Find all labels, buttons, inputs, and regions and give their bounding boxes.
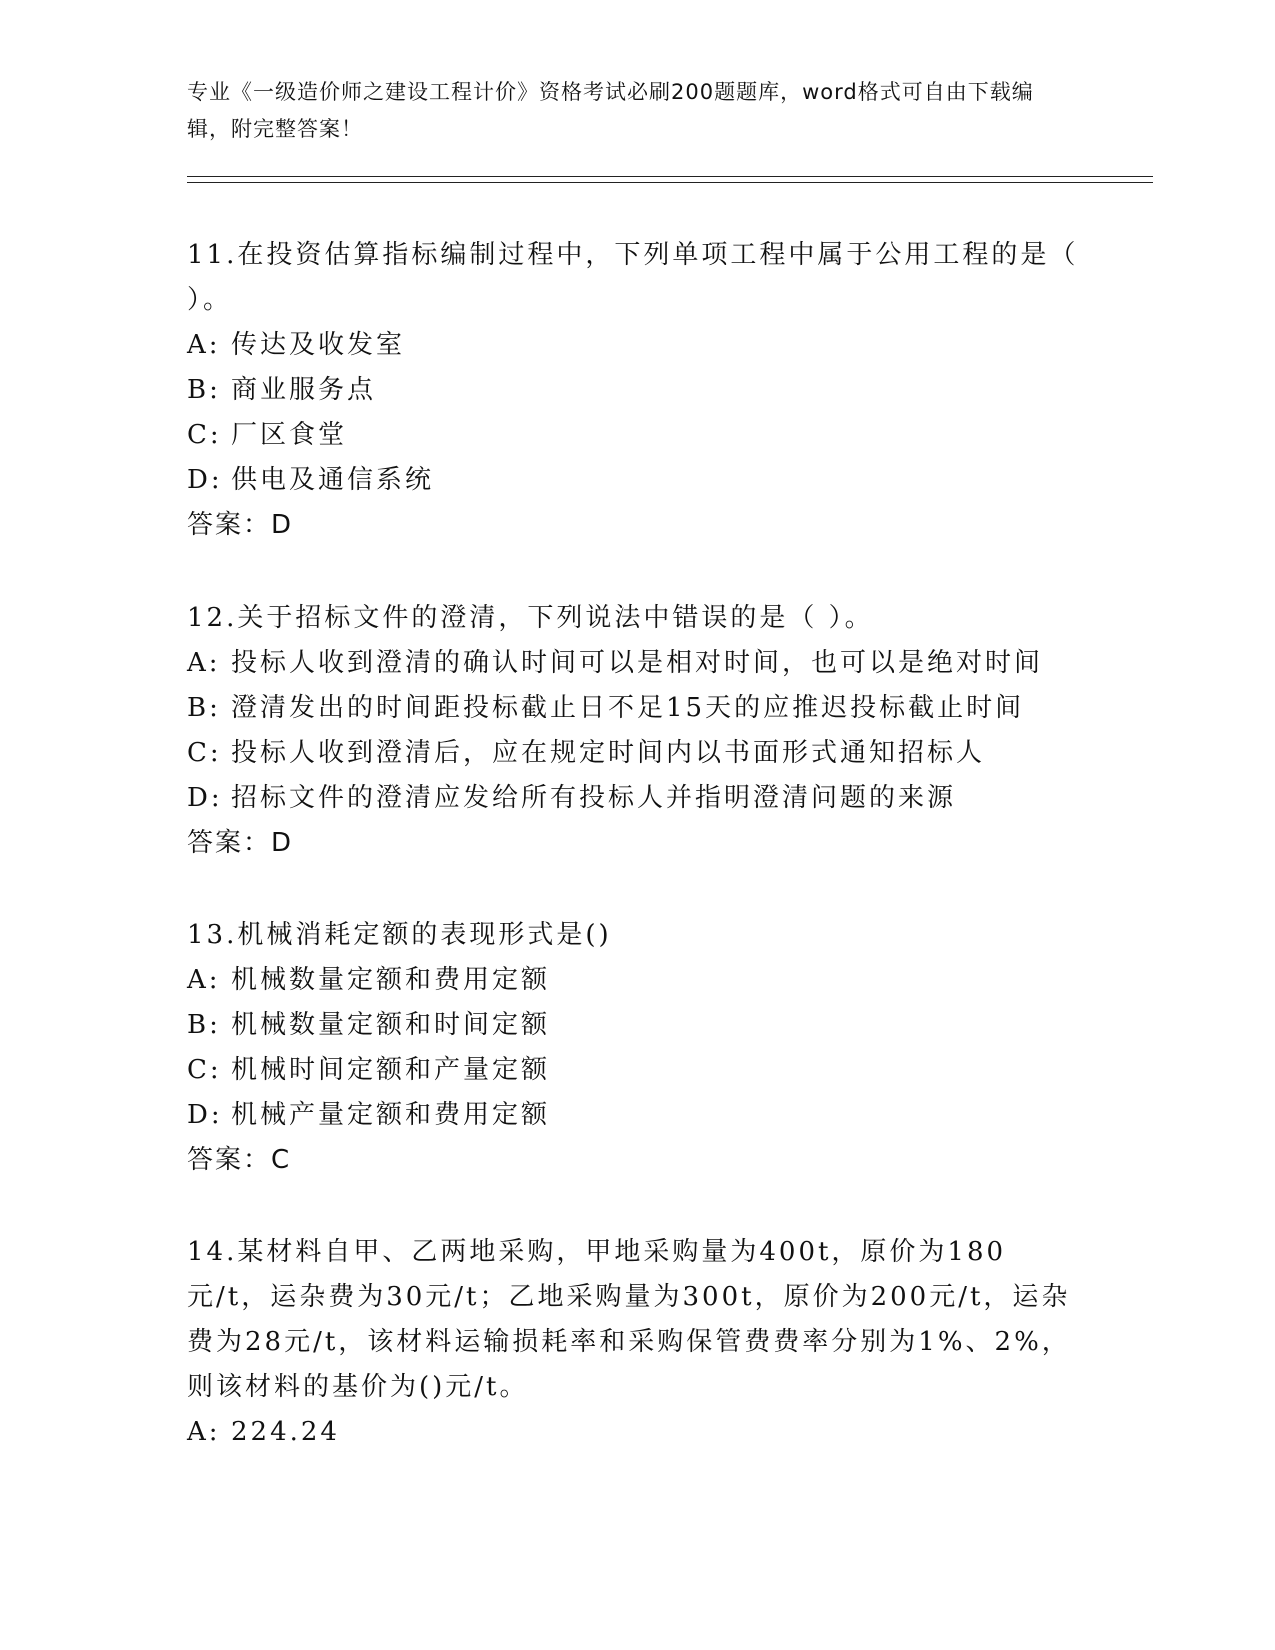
option-text: 商业服务点 — [231, 375, 377, 405]
option-a — [187, 958, 1087, 1003]
question-number: 14. — [187, 1237, 238, 1267]
question-stem: 关于招标文件的澄清，下列说法中错误的是（ ）。 — [237, 603, 874, 633]
option-letter: B: — [187, 1010, 221, 1040]
option-letter: C: — [187, 1055, 222, 1085]
option-letter: C: — [187, 738, 222, 768]
option-a — [187, 1410, 1087, 1455]
option-letter: D: — [187, 1100, 223, 1130]
option-b — [187, 368, 1087, 413]
option-a — [187, 323, 1087, 368]
header-divider-top — [187, 176, 1153, 177]
question-stem: 机械消耗定额的表现形式是() — [237, 920, 612, 950]
question-stem: 某材料自甲、乙两地采购，甲地采购量为400t，原价为180元/t，运杂费为30元/t；乙地采购量为300t，原价为200元/t，运杂费为28元/t，该材料运输损耗率和采购保管费费率分别为1%、2%，则该材料的基价为()元/t。 — [187, 1237, 1071, 1402]
option-d — [187, 776, 1087, 821]
header-divider-bottom — [187, 182, 1153, 183]
question-text — [187, 913, 1087, 958]
option-letter: C: — [187, 420, 222, 450]
question-number: 13. — [187, 920, 238, 950]
option-a — [187, 641, 1087, 686]
option-c — [187, 1048, 1087, 1093]
option-letter: A: — [187, 330, 221, 360]
question-number: 12. — [187, 603, 238, 633]
option-letter: A: — [187, 648, 221, 678]
question-text — [187, 596, 1087, 641]
option-c — [187, 413, 1087, 458]
question-13 — [187, 913, 1087, 1183]
option-text: 供电及通信系统 — [231, 465, 435, 495]
document-header: 专业《一级造价师之建设工程计价》资格考试必刷200题题库，word格式可自由下载编辑，附完整答案！ — [187, 80, 1034, 141]
option-text: 投标人收到澄清的确认时间可以是相对时间，也可以是绝对时间 — [231, 648, 1044, 678]
option-b — [187, 1003, 1087, 1048]
option-letter: A: — [187, 1417, 221, 1447]
option-text: 传达及收发室 — [231, 330, 406, 360]
option-text: 224.24 — [231, 1417, 340, 1447]
answer-line: 答案：C — [187, 1145, 292, 1175]
option-text: 机械时间定额和产量定额 — [231, 1055, 551, 1085]
question-number: 11. — [187, 240, 238, 270]
question-text — [187, 233, 1087, 323]
option-text: 厂区食堂 — [231, 420, 348, 450]
option-letter: A: — [187, 965, 221, 995]
option-d — [187, 1093, 1087, 1138]
option-letter: D: — [187, 783, 223, 813]
answer-line: 答案：D — [187, 828, 294, 858]
option-b — [187, 686, 1087, 731]
question-14 — [187, 1230, 1087, 1455]
option-letter: B: — [187, 693, 221, 723]
option-text: 机械产量定额和费用定额 — [231, 1100, 551, 1130]
option-text: 投标人收到澄清后，应在规定时间内以书面形式通知招标人 — [231, 738, 986, 768]
option-text: 澄清发出的时间距投标截止日不足15天的应推迟投标截止时间 — [231, 693, 1025, 723]
option-letter: D: — [187, 465, 223, 495]
option-c — [187, 731, 1087, 776]
option-text: 机械数量定额和时间定额 — [231, 1010, 551, 1040]
answer-line: 答案：D — [187, 510, 294, 540]
option-letter: B: — [187, 375, 221, 405]
question-text — [187, 1230, 1087, 1410]
question-11 — [187, 233, 1087, 548]
option-text: 机械数量定额和费用定额 — [231, 965, 551, 995]
option-text: 招标文件的澄清应发给所有投标人并指明澄清问题的来源 — [231, 783, 957, 813]
question-stem: 在投资估算指标编制过程中，下列单项工程中属于公用工程的是（ ）。 — [187, 240, 1079, 315]
option-d — [187, 458, 1087, 503]
question-12 — [187, 596, 1087, 866]
